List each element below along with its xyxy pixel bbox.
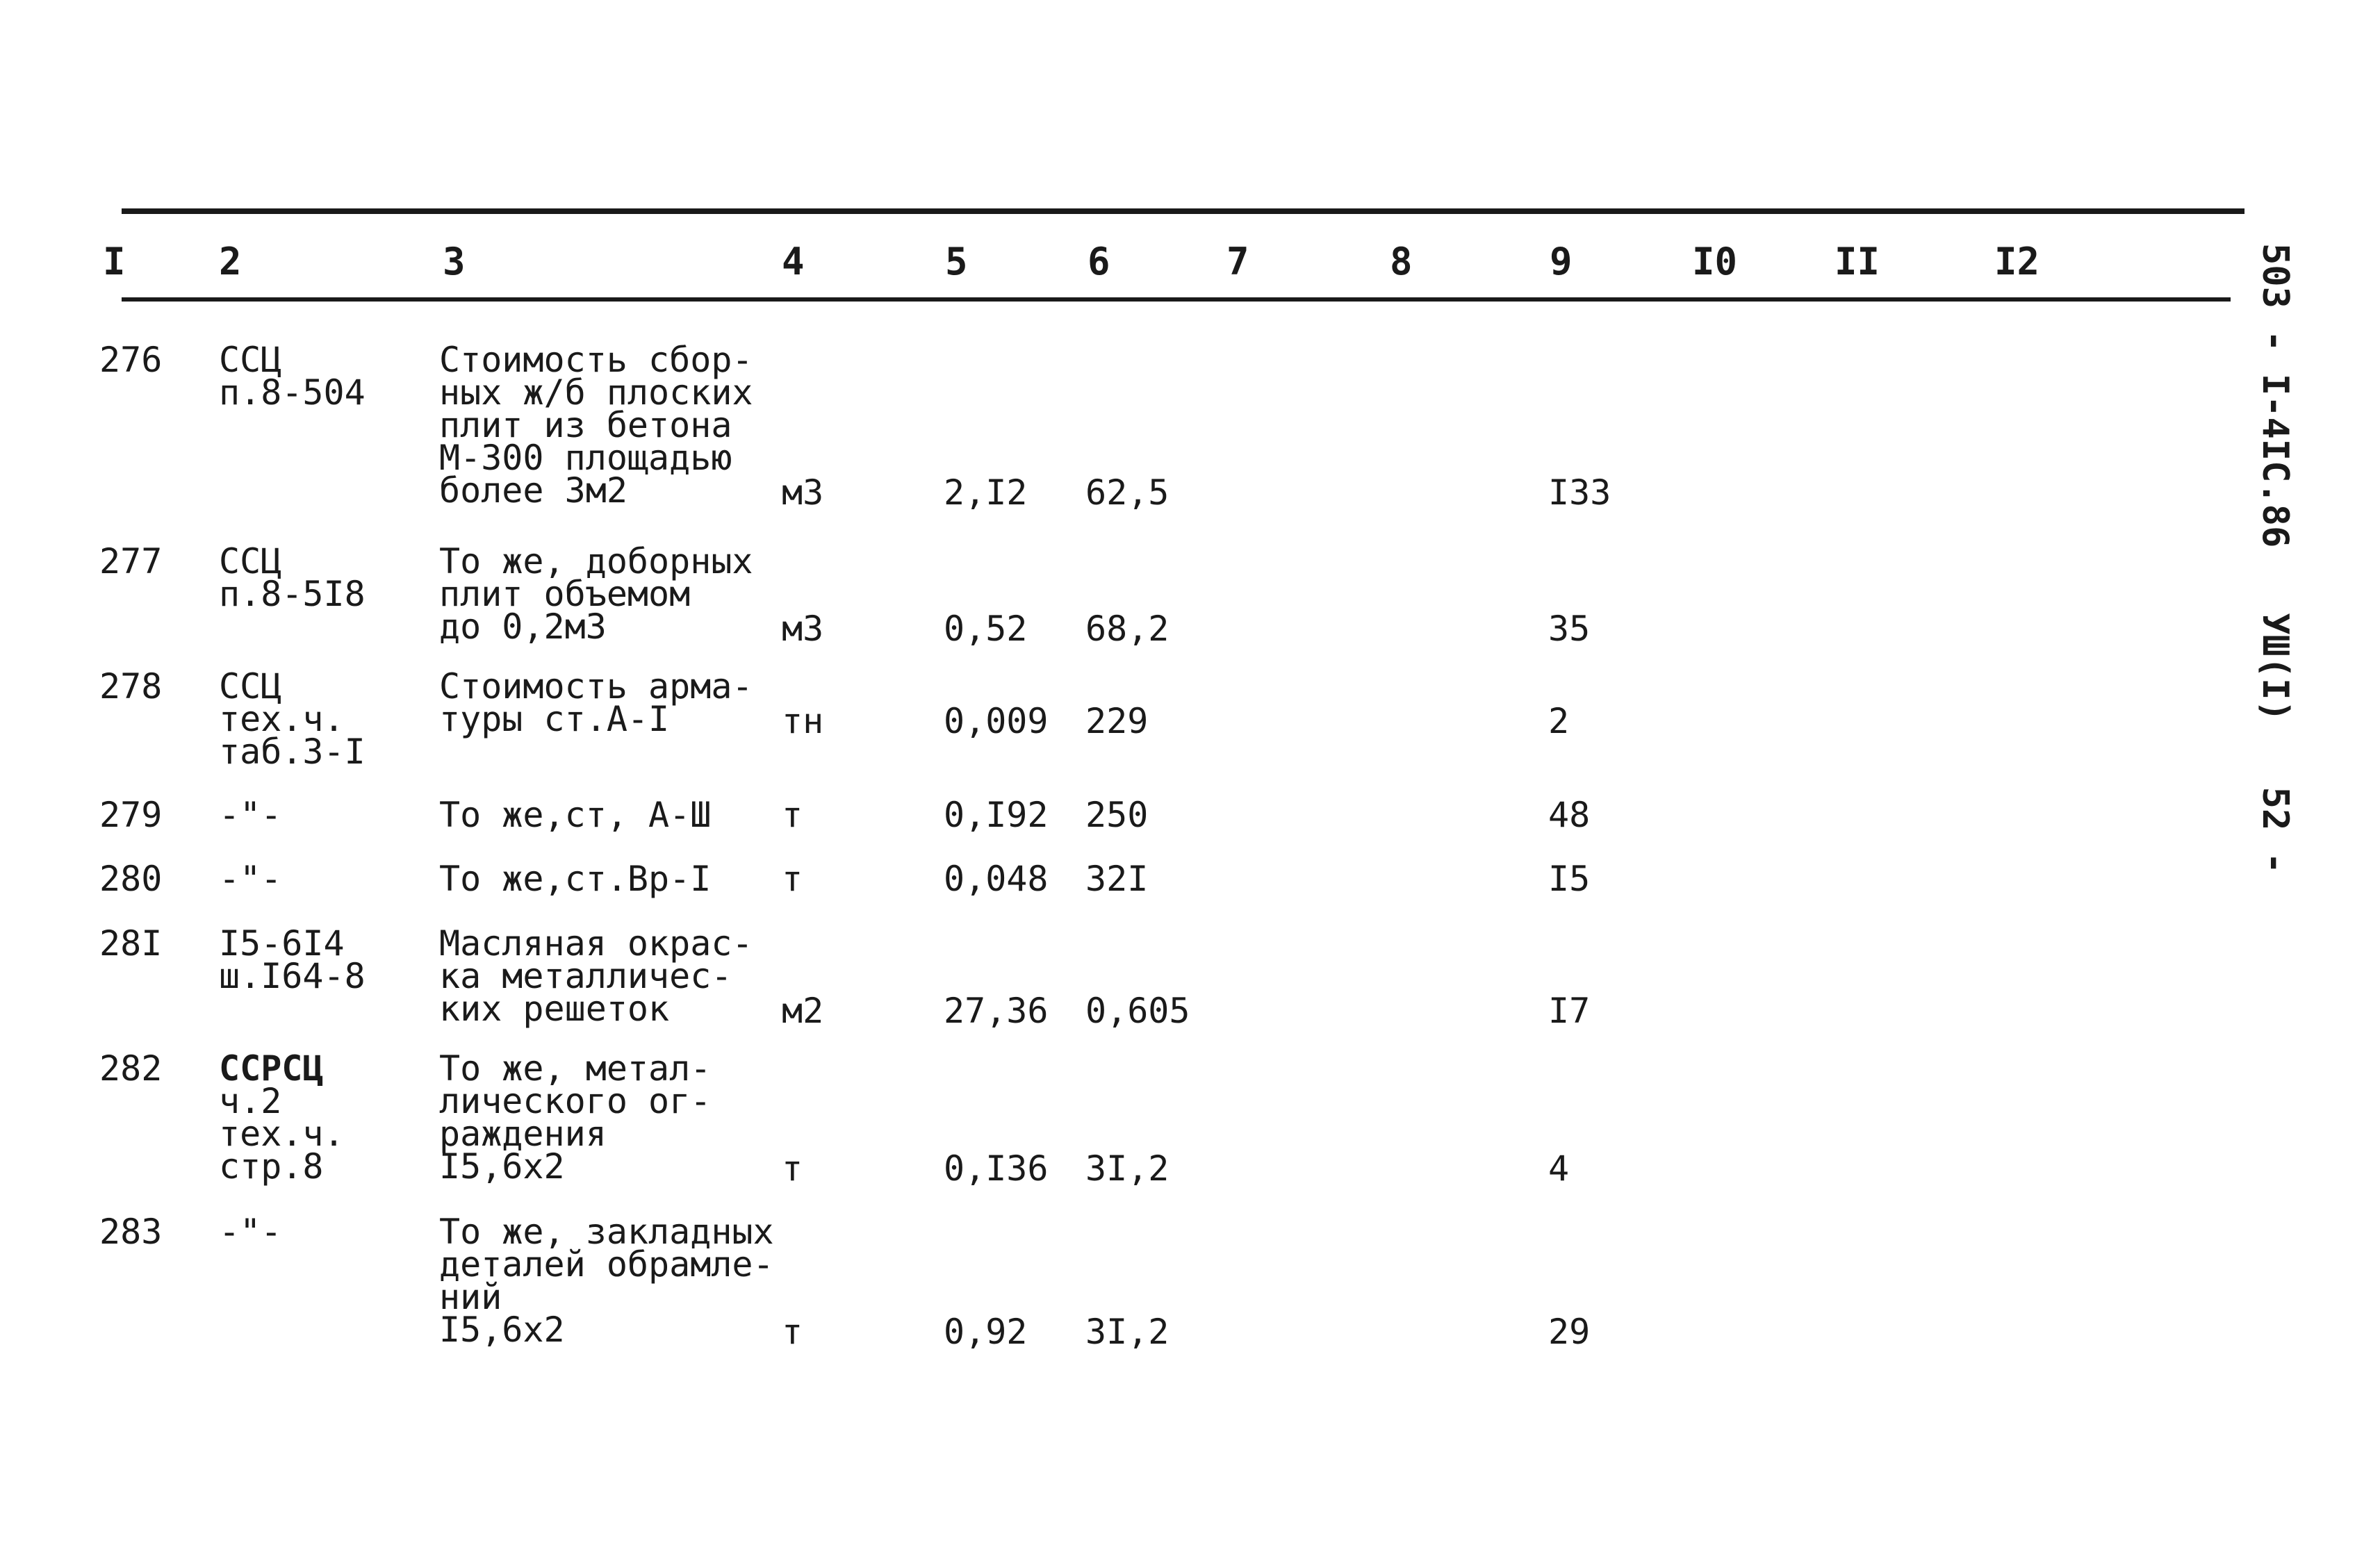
row-total: I33 <box>1548 472 1611 513</box>
column-header-7: 7 <box>1226 240 1249 283</box>
row-quantity: 0,048 <box>944 859 1049 899</box>
row-code-line: тех.ч. <box>219 699 345 739</box>
row-unit-price: 250 <box>1085 795 1149 835</box>
row-description-line: плит объемом <box>439 574 691 614</box>
row-description-line: более 3м2 <box>439 470 627 511</box>
row-unit-price: 3I,2 <box>1085 1312 1170 1352</box>
row-code-line: стр.8 <box>219 1146 324 1187</box>
row-code-line: ССЦ <box>219 666 282 707</box>
row-description-line: раждения <box>439 1114 607 1154</box>
row-quantity: 27,36 <box>944 991 1049 1031</box>
row-quantity: 0,I92 <box>944 795 1049 835</box>
column-header-10: I0 <box>1692 240 1738 283</box>
column-header-2: 2 <box>219 240 242 283</box>
row-description-line: ных ж/б плоских <box>439 372 753 413</box>
row-description-line: деталей обрамле- <box>439 1244 774 1285</box>
row-description-line: I5,6х2 <box>439 1310 565 1350</box>
row-code-line: ССРСЦ <box>219 1048 324 1089</box>
row-unit: т <box>782 859 803 899</box>
row-unit: тн <box>782 701 824 741</box>
row-code-line: ССЦ <box>219 340 282 380</box>
row-description-line: То же, закладных <box>439 1212 774 1252</box>
row-unit-price: 3I,2 <box>1085 1148 1170 1189</box>
row-description-line: То же, метал- <box>439 1048 712 1089</box>
row-quantity: 0,92 <box>944 1312 1028 1352</box>
column-header-9: 9 <box>1550 240 1573 283</box>
column-header-12: I2 <box>1994 240 2040 283</box>
row-code-line: -"- <box>219 859 282 899</box>
row-total: 29 <box>1548 1312 1591 1352</box>
row-number: 282 <box>99 1048 163 1089</box>
row-unit-price: 229 <box>1085 701 1149 741</box>
row-unit-price: 0,605 <box>1085 991 1190 1031</box>
column-header-5: 5 <box>945 240 968 283</box>
header-rule <box>122 297 2231 302</box>
row-unit: т <box>782 1148 803 1189</box>
row-number: 276 <box>99 340 163 380</box>
row-code-line: ч.2 <box>219 1081 282 1121</box>
row-description-line: Стоимость сбор- <box>439 340 753 380</box>
row-number: 28I <box>99 923 163 964</box>
row-code-line: ССЦ <box>219 541 282 581</box>
row-description-line: Масляная окрас- <box>439 923 753 964</box>
row-quantity: 0,009 <box>944 701 1049 741</box>
column-header-11: II <box>1835 240 1880 283</box>
column-header-3: 3 <box>443 240 466 283</box>
row-unit-price: 32I <box>1085 859 1149 899</box>
row-total: I5 <box>1548 859 1591 899</box>
row-description-line: ка металличес- <box>439 956 732 996</box>
row-code-line: ш.I64-8 <box>219 956 366 996</box>
row-description-line: туры ст.А-I <box>439 699 670 739</box>
row-description-line: То же, доборных <box>439 541 753 581</box>
row-description-line: М-300 площадью <box>439 438 732 478</box>
row-code-line: тех.ч. <box>219 1114 345 1154</box>
row-number: 279 <box>99 795 163 835</box>
row-code-line: I5-6I4 <box>219 923 345 964</box>
row-code-line: п.8-5I8 <box>219 574 366 614</box>
row-total: 2 <box>1548 701 1570 741</box>
row-unit: м3 <box>782 609 824 649</box>
row-description-line: Стоимость арма- <box>439 666 753 707</box>
column-header-8: 8 <box>1390 240 1413 283</box>
row-description-line: плит из бетона <box>439 405 732 445</box>
row-total: 48 <box>1548 795 1591 835</box>
row-quantity: 0,I36 <box>944 1148 1049 1189</box>
row-unit: т <box>782 1312 803 1352</box>
top-rule <box>122 208 2244 214</box>
row-quantity: 2,I2 <box>944 472 1028 513</box>
row-description-line: ких решеток <box>439 989 670 1029</box>
row-description-line: до 0,2м3 <box>439 607 607 647</box>
row-code-line: п.8-504 <box>219 372 366 413</box>
column-header-6: 6 <box>1088 240 1110 283</box>
row-number: 277 <box>99 541 163 581</box>
row-description-line: То же,ст.Вр-I <box>439 859 712 899</box>
side-document-label: 503 - I-4IC.86 УШ(I) 52 - <box>2254 243 2296 874</box>
row-total: 35 <box>1548 609 1591 649</box>
row-description-line: ний <box>439 1277 502 1317</box>
row-code-line: таб.3-I <box>219 732 366 772</box>
row-unit-price: 68,2 <box>1085 609 1170 649</box>
row-code-line: -"- <box>219 795 282 835</box>
column-header-4: 4 <box>782 240 805 283</box>
row-unit-price: 62,5 <box>1085 472 1170 513</box>
row-code-line: -"- <box>219 1212 282 1252</box>
row-number: 283 <box>99 1212 163 1252</box>
row-unit: м2 <box>782 991 824 1031</box>
row-description-line: лического ог- <box>439 1081 712 1121</box>
row-unit: м3 <box>782 472 824 513</box>
row-number: 278 <box>99 666 163 707</box>
row-description-line: I5,6х2 <box>439 1146 565 1187</box>
row-unit: т <box>782 795 803 835</box>
column-header-1: I <box>103 240 126 283</box>
row-description-line: То же,ст, А-Ш <box>439 795 712 835</box>
row-total: 4 <box>1548 1148 1570 1189</box>
row-number: 280 <box>99 859 163 899</box>
row-total: I7 <box>1548 991 1591 1031</box>
row-quantity: 0,52 <box>944 609 1028 649</box>
